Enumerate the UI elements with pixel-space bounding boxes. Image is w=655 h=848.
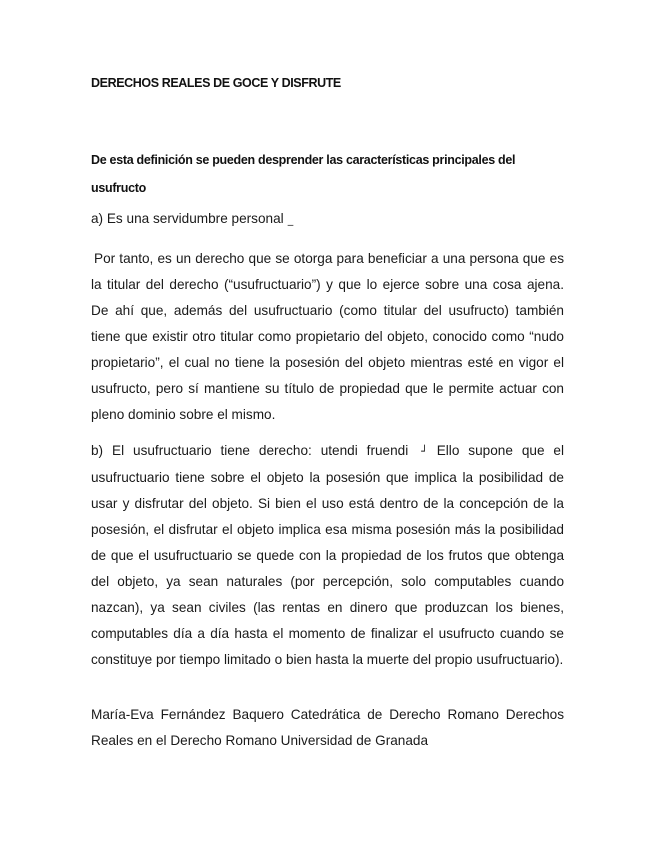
footnote-marker-b: ┘ <box>421 445 428 458</box>
point-b-rest: Ello supone que el usufructuario tiene sobre el objeto la posesión que implica la posibilidad de usar y disfrutar del objeto. Si bien el uso está dentro de la concepción de la posesión, el disfrutar el objeto implica esa misma posesión más la posibilidad de que el usufructuario se quede con la propiedad de los frutos que obtenga del objeto, ya sean naturales (por percepción, solo computables cuando nazcan), ya sean civiles (las rentas en dinero que produzcan los bienes, computables día a día hasta el momento de finalizar el usufructo cuando se constituye por tiempo limitado o bien hasta la muerte del propio usufructuario). <box>91 443 564 667</box>
footnote-marker-a: _ <box>287 213 294 226</box>
point-b-start: b) El usufructuario tiene derecho: utendi fruendi <box>91 443 409 458</box>
point-a-text: a) Es una servidumbre personal <box>91 211 284 226</box>
section-subheading: De esta definición se pueden desprender las características principales del usufructo <box>91 153 516 195</box>
citation-paragraph: María-Eva Fernández Baquero Catedrática de Derecho Romano Derechos Reales en el Derecho Romano Universidad de Granada <box>91 707 564 748</box>
document-heading: DERECHOS REALES DE GOCE Y DISFRUTE <box>91 76 341 90</box>
point-b-paragraph <box>91 438 564 673</box>
tanto-paragraph: Por tanto, es un derecho que se otorga para beneficiar a una persona que es la titular del derecho (“usufructuario”) y que lo ejerce sobre una cosa ajena. De ahí que, además del usufructuario (como titular del usufructo) también tiene que existir otro titular como propietario del objeto, conocido como “nudo propietario”, el cual no tiene la posesión del objeto mientras esté en vigor el usufructo, pero sí mantiene su título de propiedad que le permite actuar con pleno dominio sobre el mismo. <box>91 251 564 422</box>
point-a-paragraph <box>91 206 564 233</box>
